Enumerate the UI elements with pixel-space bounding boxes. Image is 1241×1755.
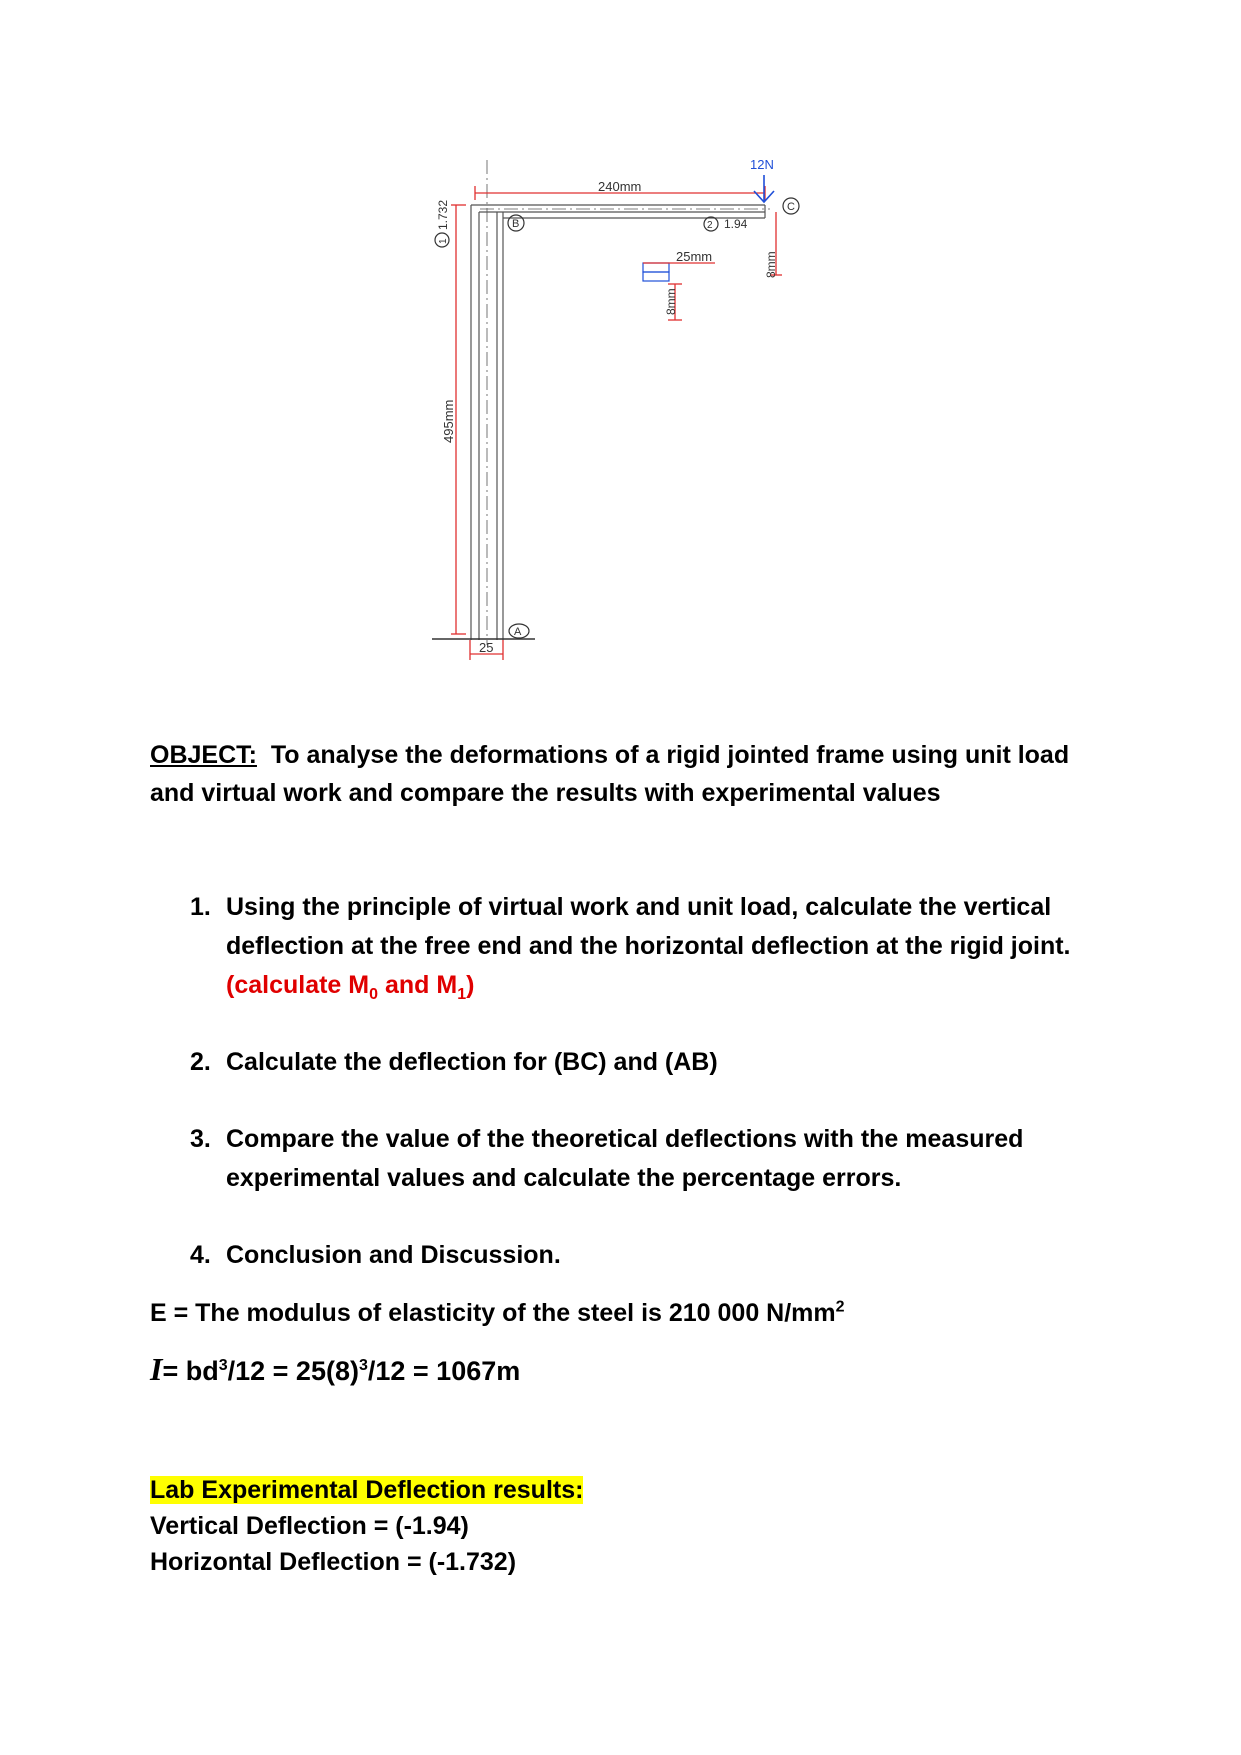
task-item [168,1043,1088,1082]
vertical-member-ab [471,160,503,645]
load-arrow [754,175,774,202]
object-line1: To analyse the deformations of a rigid jointed frame using unit load [270,741,1070,769]
load-label: 12N [750,157,774,172]
results-heading: Lab Experimental Deflection results: [150,1476,584,1504]
end-depth-label: 8mm [764,251,778,278]
horizontal-deflection: Horizontal Deflection = (-1.732) [150,1548,517,1576]
joint-b-label: B [512,218,520,230]
height-label: 495mm [441,399,456,443]
base-label: 25 [479,640,494,655]
task-list [168,888,1088,1313]
task-text: Compare the value of the theoretical deflections with the measured experimental values and calculate the percentage errors. [226,1125,1024,1192]
gauge1-number: 1 [438,238,449,244]
task-note: (calculate $M_0$ and $M_1$) [226,971,475,1003]
task-number: 3. [190,1125,211,1153]
section-depth-label: 8mm [664,288,678,315]
section-width-label: 25mm [676,249,713,264]
task-item [168,1236,1088,1275]
task-item [168,1120,1088,1198]
task-item [168,888,1088,1005]
task-number: 1. [190,893,211,921]
gauge2-value: 1.94 [724,217,748,231]
task-text: Using the principle of virtual work and unit load, calculate the vertical deflection at the free end and the horizontal deflection at the rigid joint. [226,893,1071,960]
joint-a-label: A [514,626,522,638]
object-label: OBJECT: [150,741,257,769]
joint-c-label: C [787,201,795,213]
modulus-text: E = The modulus of elasticity of the steel is 210 000 N/mm [150,1299,836,1327]
span-label: 240mm [598,179,642,194]
gauge1-value: 1.732 [436,199,450,230]
inertia-symbol: I [150,1351,163,1387]
task-text: Conclusion and Discussion. [226,1241,561,1269]
object-line2: and virtual work and compare the results with experimental values [150,779,941,807]
inertia-formula: $I= bd^3/12 = 25(8)^3/12 = 1067m$ [150,1351,521,1387]
results-block [150,1472,583,1580]
object-paragraph [150,736,1110,812]
task-number: 2. [190,1048,211,1076]
task-number: 4. [190,1241,211,1269]
modulus-exponent: 2 [835,1298,845,1316]
task-text: Calculate the deflection for (BC) and (AB) [226,1048,718,1076]
frame-diagram [0,0,1241,700]
cross-section [643,263,669,281]
vertical-deflection: Vertical Deflection = (-1.94) [150,1512,469,1540]
gauge2-number: 2 [707,220,713,231]
modulus-line [150,1294,845,1332]
